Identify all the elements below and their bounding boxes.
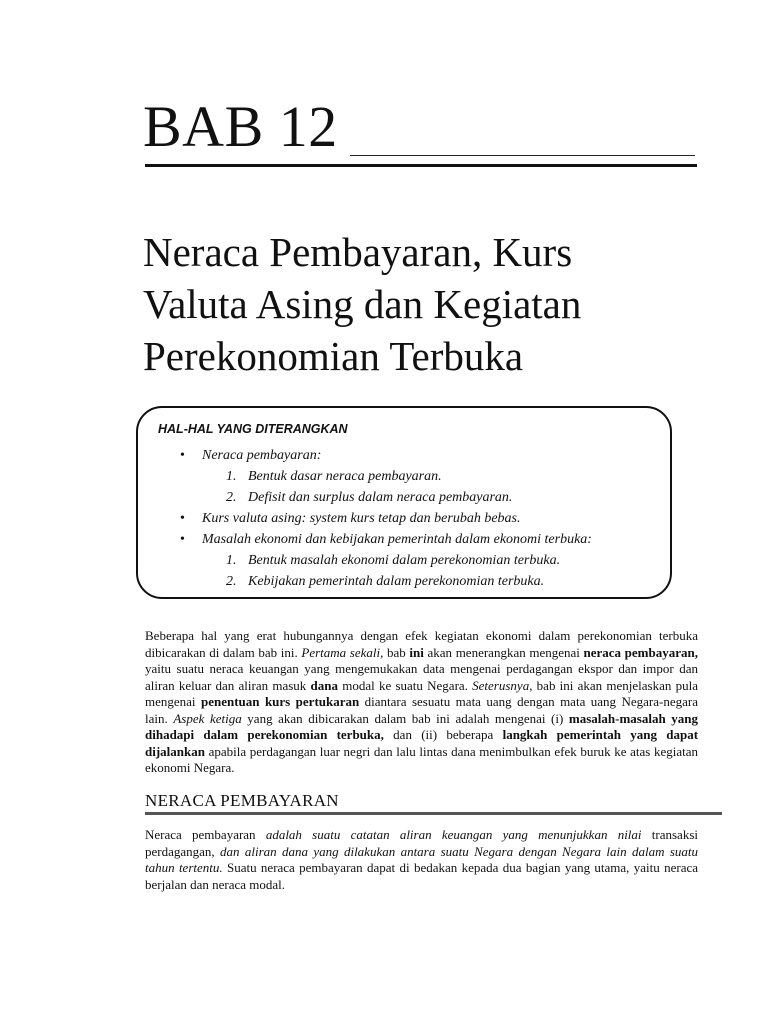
subitem-text: Defisit dan surplus dalam neraca pembayaran. — [248, 490, 513, 505]
summary-item — [180, 508, 592, 529]
subitem-text: Bentuk dasar neraca pembayaran. — [248, 469, 442, 484]
chapter-title-line: Perekonomian Terbuka — [143, 333, 524, 379]
summary-subitem — [202, 487, 592, 508]
chapter-title-line: Valuta Asing dan Kegiatan — [143, 281, 582, 327]
summary-sublist — [202, 466, 592, 508]
text-run: akan menerangkan mengenai — [423, 644, 584, 660]
text-run-bold: ini — [409, 644, 424, 660]
section-heading: NERACA PEMBAYARAN — [145, 791, 339, 810]
summary-subitem — [202, 466, 592, 487]
chapter-summary-box — [136, 406, 672, 599]
text-run-italic: Pertama sekali, — [301, 644, 384, 660]
text-run: Beberapa hal yang erat hubungannya dengan efek kegiatan ekonomi dalam perekonomian terbuka dibicarakan di dalam bab ini. — [145, 628, 698, 660]
text-run-bold: dana — [310, 677, 339, 693]
summary-sublist — [202, 550, 592, 592]
text-run: modal ke suatu Negara. — [338, 677, 473, 693]
text-run: dan (ii) beberapa — [383, 727, 503, 742]
chapter-label: BAB 12 — [143, 94, 338, 159]
subitem-text: Bentuk masalah ekonomi dalam perekonomian terbuka. — [248, 553, 561, 568]
chapter-title — [143, 226, 703, 382]
subitem-text: Kebijakan pemerintah dalam perekonomian terbuka. — [248, 574, 545, 589]
chapter-rule-thick — [145, 164, 697, 167]
text-run: bab ini akan menjelaskan pula mengenai — [145, 677, 698, 709]
summary-item-text: Kurs valuta asing: system kurs tetap dan berubah bebas. — [202, 511, 521, 526]
subitem-number: 2. — [226, 490, 237, 505]
text-run-italic: Seterusnya, — [472, 677, 533, 693]
text-run: Neraca pembayaran — [145, 827, 266, 842]
subitem-number: 1. — [226, 469, 237, 484]
text-run: transaksi perdagangan, — [145, 827, 699, 859]
summary-list — [180, 445, 592, 592]
text-run-italic: Aspek ketiga — [173, 710, 242, 726]
summary-subitem — [202, 550, 592, 571]
text-run-italic: adalah suatu catatan aliran keuangan yang menunjukkan nilai — [265, 827, 642, 842]
intro-paragraph — [145, 628, 698, 777]
summary-item-text: Neraca pembayaran: — [202, 448, 322, 463]
chapter-title-line: Neraca Pembayaran, Kurs — [143, 229, 573, 275]
chapter-rule-thin — [350, 155, 695, 156]
text-run: diantara sesuatu mata uang dengan mata uang Negara-negara lain. — [145, 694, 698, 726]
summary-item-text: Masalah ekonomi dan kebijakan pemerintah dalam ekonomi terbuka: — [202, 532, 592, 547]
text-run-bold: masalah-masalah yang dihadapi dalam perekonomian terbuka, — [145, 710, 698, 742]
text-run: yaitu suatu neraca keuangan yang mengemukakan data mengenai perdagangan ekspor dan impor dan aliran keluar dan aliran masuk — [145, 661, 698, 693]
summary-item — [180, 529, 592, 592]
section-rule — [145, 812, 722, 815]
text-run: yang akan dibicarakan dalam bab ini adalah mengenai (i) — [241, 710, 569, 726]
text-run-bold: langkah pemerintah yang dapat dijalankan — [145, 727, 699, 759]
text-run-italic: dan aliran dana yang dilakukan antara suatu Negara dengan Negara lain dalam suatu tahun tertentu. — [145, 843, 698, 875]
summary-heading: HAL-HAL YANG DITERANGKAN — [158, 422, 348, 436]
text-run: bab — [383, 644, 410, 660]
summary-item — [180, 445, 592, 508]
summary-subitem — [202, 571, 592, 592]
text-run: apabila perdagangan luar negri dan lalu lintas dana menimbulkan efek buruk ke atas kegiatan ekonomi Negara. — [145, 743, 698, 775]
text-run: Suatu neraca pembayaran dapat di bedakan kepada dua bagian yang utama, yaitu neraca berjalan dan neraca modal. — [145, 860, 698, 892]
subitem-number: 1. — [226, 553, 237, 568]
section-paragraph — [145, 827, 698, 893]
text-run-bold: neraca pembayaran, — [583, 644, 698, 660]
text-run-bold: penentuan kurs pertukaran — [200, 694, 360, 709]
subitem-number: 2. — [226, 574, 237, 589]
